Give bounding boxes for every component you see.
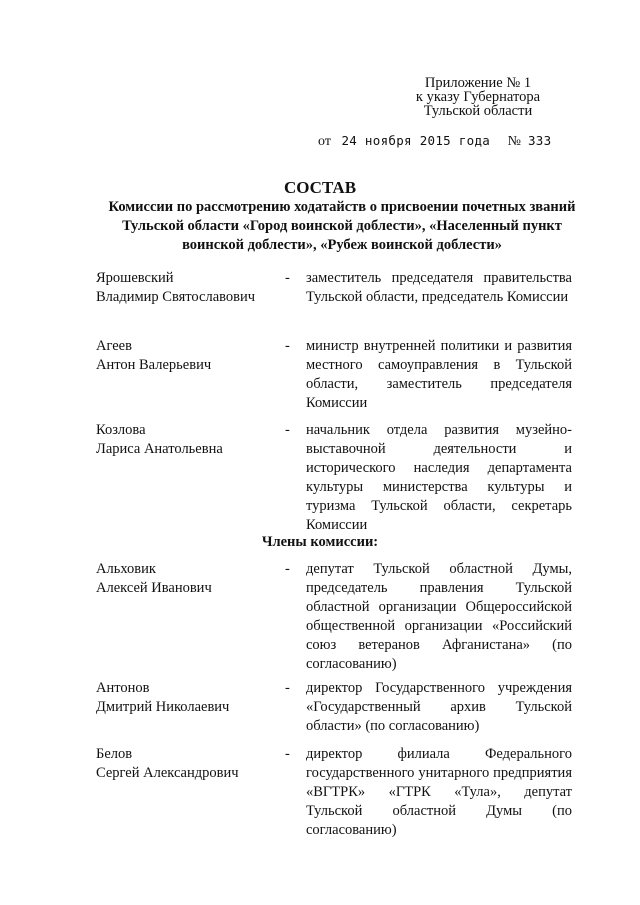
appendix-line-3: Тульской области <box>423 103 533 119</box>
member-surname: Козлова <box>96 422 146 438</box>
members-heading: Члены комиссии: <box>261 534 379 550</box>
appendix-line-1: Приложение № 1 <box>424 75 532 91</box>
member-dash: - <box>285 270 290 286</box>
member-given-names: Лариса Анатольевна <box>96 441 223 457</box>
decree-date: 24 ноября 2015 года <box>341 133 491 148</box>
member-given-names: Антон Валерьевич <box>96 357 212 373</box>
member-role: директор филиала Федерального государственного унитарного предприятия «ВГТРК» «ГТРК «Тула», депутат Тульской областной Думы (по согласованию) <box>306 746 572 838</box>
member-given-names: Сергей Александрович <box>96 765 239 781</box>
member-surname: Альховик <box>96 561 156 577</box>
member-name <box>96 421 276 459</box>
decree-number-label: № <box>507 134 521 149</box>
member-dash: - <box>285 746 290 762</box>
decree-number: 333 <box>527 133 552 148</box>
member-name <box>96 337 276 375</box>
member-dash: - <box>285 338 290 354</box>
member-name <box>96 560 276 598</box>
member-given-names: Владимир Святославович <box>96 289 256 305</box>
decree-line <box>318 133 551 150</box>
subtitle-line-1: Комиссии по рассмотрению ходатайств о присвоении почетных званий <box>108 199 576 215</box>
member-role: начальник отдела развития музейно-выставочной деятельности и исторического наследия департамента культуры министерства культуры и туризма Тульской области, секретарь Комиссии <box>306 422 572 533</box>
member-given-names: Дмитрий Николаевич <box>96 699 230 715</box>
member-dash: - <box>285 561 290 577</box>
appendix-line-2: к указу Губернатора <box>415 89 541 105</box>
member-dash: - <box>285 680 290 696</box>
member-name <box>96 745 276 783</box>
member-role: министр внутренней политики и развития местного самоуправления в Тульской области, заместитель председателя Комиссии <box>306 338 572 411</box>
decree-from-label: от <box>318 134 331 149</box>
member-role: директор Государственного учреждения «Государственный архив Тульской области» (по согласованию) <box>306 680 572 734</box>
subtitle-line-2: Тульской области «Город воинской доблести», «Населенный пункт <box>122 218 562 234</box>
member-name <box>96 679 276 717</box>
document-title: СОСТАВ <box>283 178 357 197</box>
member-surname: Белов <box>96 746 133 762</box>
appendix-block <box>388 76 568 118</box>
member-role: депутат Тульской областной Думы, председатель правления Тульской областной организации Общероссийской общественной организации «Российский союз ветеранов Афганистана» (по согласованию) <box>306 561 572 672</box>
document-subtitle <box>92 198 592 255</box>
member-surname: Антонов <box>96 680 150 696</box>
member-given-names: Алексей Иванович <box>96 580 212 596</box>
member-role: заместитель председателя правительства Тульской области, председатель Комиссии <box>306 270 572 305</box>
member-dash: - <box>285 422 290 438</box>
member-name <box>96 269 276 307</box>
member-surname: Агеев <box>96 338 132 354</box>
subtitle-line-3: воинской доблести», «Рубеж воинской доблести» <box>182 237 502 253</box>
member-surname: Ярошевский <box>96 270 174 286</box>
